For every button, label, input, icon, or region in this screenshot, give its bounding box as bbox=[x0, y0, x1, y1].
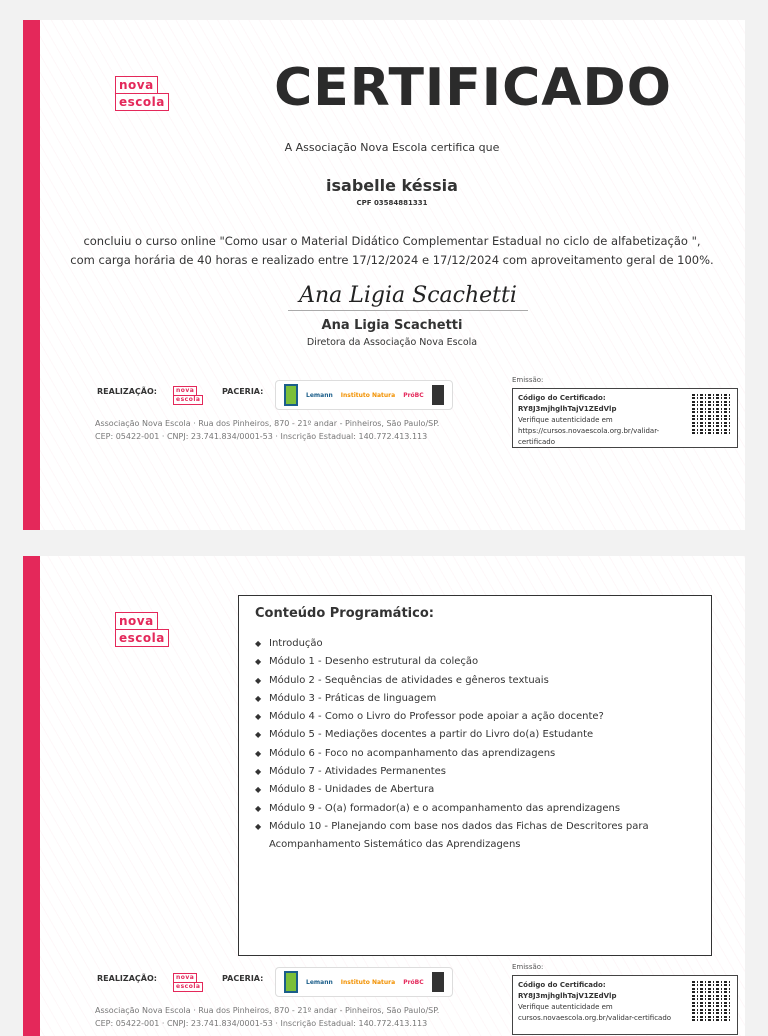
list-item bbox=[255, 763, 695, 781]
logo-text: escola bbox=[173, 395, 203, 405]
certificate-page-2 bbox=[23, 556, 745, 1036]
program-content-box bbox=[238, 595, 712, 956]
emissao-label: Emissão: bbox=[512, 963, 544, 971]
bullet-icon: ◆ bbox=[255, 657, 262, 667]
logo-text: nova bbox=[173, 386, 197, 396]
item-label: Módulo 4 - Como o Livro do Professor pode apoiar a ação docente? bbox=[269, 711, 604, 723]
list-item bbox=[255, 745, 695, 763]
certificate-code-box bbox=[512, 975, 738, 1035]
list-item bbox=[255, 781, 695, 799]
list-item bbox=[255, 800, 695, 818]
partner-natura: Instituto Natura bbox=[340, 391, 396, 399]
partner-logo-icon bbox=[432, 972, 444, 992]
logo-text: escola bbox=[173, 982, 203, 992]
bullet-icon: ◆ bbox=[255, 821, 262, 831]
verify-url[interactable]: https://cursos.novaescola.org.br/validar-certificado bbox=[518, 427, 660, 446]
realizacao-label: REALIZAÇÃO: bbox=[97, 974, 157, 983]
item-label: Módulo 5 - Mediações docentes a partir do Livro do(a) Estudante bbox=[269, 729, 594, 741]
item-label: Módulo 2 - Sequências de atividades e gêneros textuais bbox=[269, 674, 549, 686]
partner-probc: PróBC bbox=[403, 978, 424, 986]
verify-text: Verifique autenticidade em bbox=[518, 1003, 613, 1011]
description-line: com carga horária de 40 horas e realizado entre 17/12/2024 e 17/12/2024 com aproveitamento geral de 100%. bbox=[70, 253, 714, 267]
certificate-title: CERTIFICADO bbox=[274, 58, 672, 118]
code-label: Código do Certificado: bbox=[518, 981, 606, 989]
bullet-icon: ◆ bbox=[255, 730, 262, 740]
logo-text: escola bbox=[115, 93, 169, 111]
address-line: Associação Nova Escola · Rua dos Pinheiros, 870 - 21º andar - Pinheiros, São Paulo/SP. bbox=[95, 419, 440, 428]
partner-natura: Instituto Natura bbox=[340, 978, 396, 986]
bullet-icon: ◆ bbox=[255, 693, 262, 703]
bullet-icon: ◆ bbox=[255, 748, 262, 758]
list-item bbox=[255, 708, 695, 726]
course-description bbox=[23, 232, 745, 270]
partner-logos bbox=[275, 967, 453, 997]
bullet-icon: ◆ bbox=[255, 767, 262, 777]
item-label: Módulo 6 - Foco no acompanhamento das aprendizagens bbox=[269, 747, 556, 759]
bullet-icon: ◆ bbox=[255, 785, 262, 795]
qr-code-icon bbox=[692, 394, 732, 434]
accent-stripe bbox=[23, 20, 40, 530]
partner-logo-icon bbox=[284, 971, 298, 993]
list-item bbox=[255, 726, 695, 744]
item-label: Módulo 7 - Atividades Permanentes bbox=[269, 766, 447, 778]
code-label: Código do Certificado: bbox=[518, 394, 606, 402]
certificate-code: RY8J3mjhglhTajV1ZEdVlp bbox=[518, 992, 617, 1000]
logo-text: nova bbox=[173, 973, 197, 983]
item-label: Módulo 3 - Práticas de linguagem bbox=[269, 692, 437, 704]
item-label: Módulo 9 - O(a) formador(a) e o acompanhamento das aprendizagens bbox=[269, 802, 621, 814]
certificate-code: RY8J3mjhglhTajV1ZEdVlp bbox=[518, 405, 617, 413]
partner-logos bbox=[275, 380, 453, 410]
item-label: Introdução bbox=[269, 638, 323, 649]
qr-code-icon bbox=[692, 981, 732, 1021]
intro-text: A Associação Nova Escola certifica que bbox=[284, 141, 500, 154]
recipient-cpf: CPF 03584881331 bbox=[356, 199, 428, 207]
emissao-label: Emissão: bbox=[512, 376, 544, 384]
item-label: Módulo 1 - Desenho estrutural da coleção bbox=[269, 656, 479, 668]
accent-stripe bbox=[23, 556, 40, 1036]
module-list bbox=[255, 635, 695, 855]
address-line: CEP: 05422-001 · CNPJ: 23.741.834/0001-53 · Inscrição Estadual: 140.772.413.113 bbox=[95, 1019, 428, 1028]
recipient-name: isabelle késsia bbox=[326, 176, 458, 195]
logo-text: escola bbox=[115, 629, 169, 647]
logo-text: nova bbox=[115, 76, 158, 94]
certificate-code-box bbox=[512, 388, 738, 448]
signature: Ana Ligia Scachetti bbox=[288, 283, 528, 311]
logo-text: nova bbox=[115, 612, 158, 630]
bullet-icon: ◆ bbox=[255, 675, 262, 685]
list-item bbox=[255, 690, 695, 708]
list-item bbox=[255, 653, 695, 671]
nova-escola-logo-small bbox=[173, 386, 203, 405]
address-line: Associação Nova Escola · Rua dos Pinheiros, 870 - 21º andar - Pinheiros, São Paulo/SP. bbox=[95, 1006, 440, 1015]
item-label: Módulo 8 - Unidades de Abertura bbox=[269, 784, 435, 796]
partner-lemann: Lemann bbox=[306, 391, 333, 399]
nova-escola-logo bbox=[115, 612, 169, 647]
partner-lemann: Lemann bbox=[306, 978, 333, 986]
nova-escola-logo-small bbox=[173, 973, 203, 992]
signer-name: Ana Ligia Scachetti bbox=[321, 318, 463, 333]
program-heading: Conteúdo Programático: bbox=[255, 606, 434, 621]
item-label: Módulo 10 - Planejando com base nos dados das Fichas de Descritores para Acompanhamento Sistemático das Aprendizagens bbox=[269, 820, 649, 851]
description-line: concluiu o curso online "Como usar o Material Didático Complementar Estadual no ciclo de alfabetização ", bbox=[83, 234, 701, 248]
paceria-label: PACERIA: bbox=[222, 387, 264, 396]
signer-role: Diretora da Associação Nova Escola bbox=[306, 337, 478, 348]
bullet-icon: ◆ bbox=[255, 639, 262, 648]
bullet-icon: ◆ bbox=[255, 803, 262, 813]
realizacao-label: REALIZAÇÃO: bbox=[97, 387, 157, 396]
bullet-icon: ◆ bbox=[255, 712, 262, 722]
partner-logo-icon bbox=[432, 385, 444, 405]
partner-logo-icon bbox=[284, 384, 298, 406]
verify-url[interactable]: cursos.novaescola.org.br/validar-certificado bbox=[518, 1014, 672, 1022]
address bbox=[95, 1004, 439, 1030]
list-item bbox=[255, 672, 695, 690]
nova-escola-logo bbox=[115, 76, 169, 111]
paceria-label: PACERIA: bbox=[222, 974, 264, 983]
partner-probc: PróBC bbox=[403, 391, 424, 399]
list-item bbox=[255, 635, 695, 653]
certificate-page-1 bbox=[23, 20, 745, 530]
address-line: CEP: 05422-001 · CNPJ: 23.741.834/0001-53 · Inscrição Estadual: 140.772.413.113 bbox=[95, 432, 428, 441]
list-item bbox=[255, 818, 695, 855]
verify-text: Verifique autenticidade em bbox=[518, 416, 613, 424]
address bbox=[95, 417, 439, 443]
